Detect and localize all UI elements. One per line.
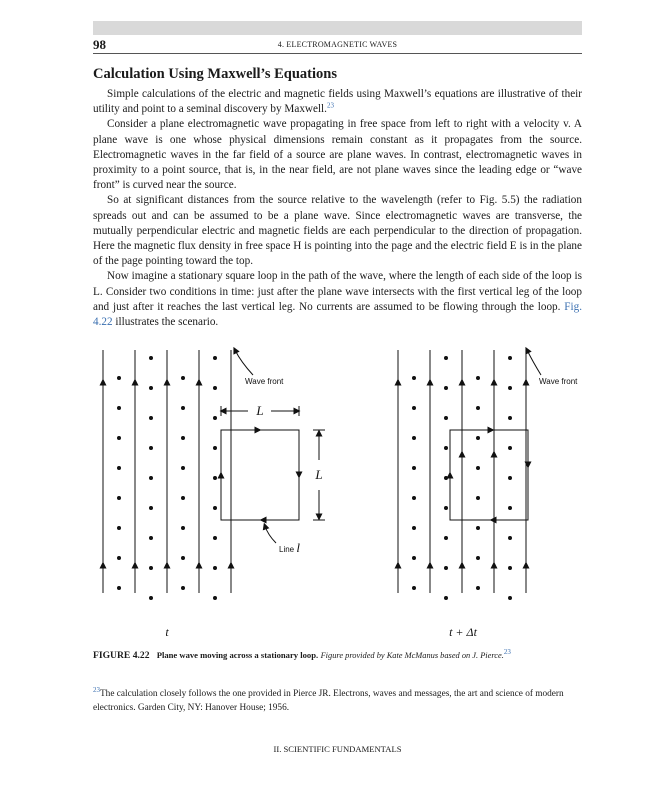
time-label-left: t	[165, 625, 169, 639]
dimension-label-top: L	[256, 403, 264, 418]
caption-credit: Figure provided by Kate McManus based on J. Pierce.	[320, 651, 504, 660]
left-panel	[103, 350, 325, 639]
caption-footnote-ref[interactable]: 23	[503, 647, 511, 656]
caption-title: Plane wave moving across a stationary loop.	[156, 650, 319, 660]
page-number: 98	[93, 37, 106, 52]
paragraph-1: Simple calculations of the electric and magnetic fields using Maxwell’s equations are illustrative of their utility and point to a seminal discovery by Maxwell.$^{23}$	[93, 88, 582, 116]
footnote-marker: 23	[93, 685, 100, 694]
header-band	[93, 21, 582, 35]
footnote	[93, 685, 582, 715]
figure-link[interactable]: Fig. 4.22	[93, 300, 582, 329]
paragraph-3: So at significant distances from the source relative to the wavelength (refer to Fig. 5.5) the radiation spreads out and can be assumed to be a plane wave. Since electromagnetic waves are transverse, the mutually perpendicular electric and magnetic fields are each perpendicular to the direction of propagation. Here the magnetic flux density in free space H is pointing into the page and the electric field E is in the plane of the page pointing toward the top.	[93, 194, 582, 268]
figure-plane-wave	[93, 330, 582, 640]
left-loop	[221, 430, 299, 520]
section-heading: Calculation Using Maxwell’s Equations	[93, 66, 337, 82]
wave-front-label-right: Wave front	[539, 377, 578, 386]
dimension-label-right: L	[315, 467, 323, 482]
footnote-ref[interactable]: 23	[326, 101, 334, 110]
caption-label: FIGURE 4.22	[93, 650, 150, 661]
paragraph-4: Now imagine a stationary square loop in the path of the wave, where the length of each side of the loop is L. Consider two conditions in time: just after the plane wave intersects with the first vertical leg of the loop and just after it reaches the last vertical leg. No currents are assumed to be flowing through the loop. Fig. 4.22 illustrates the scenario.	[93, 270, 582, 329]
wave-front-pointer-right	[527, 350, 541, 375]
wave-front-pointer	[235, 350, 253, 375]
body-text	[93, 87, 582, 330]
right-field-lines	[398, 350, 526, 593]
line-label: Line l	[279, 540, 300, 555]
page-footer: II. SCIENTIFIC FUNDAMENTALS	[273, 744, 402, 754]
wave-front-label-left: Wave front	[245, 377, 284, 386]
header-rule	[93, 53, 582, 54]
footnote-text: The calculation closely follows the one provided in Pierce JR. Electrons, waves and messages, the art and science of modern electronics. Garden City, NY: Hanover House; 1956.	[93, 689, 564, 713]
figure-caption	[93, 649, 582, 662]
right-panel	[398, 350, 578, 639]
paragraph-2: Consider a plane electromagnetic wave propagating in free space from left to right with a velocity v. A plane wave is one whose physical dimensions remain constant as it propagates from the source. Electromagnetic waves in the far field of a source are plane waves. In contrast, electromagnetic waves in proximity to a point source, that is, in the near field, are not plane waves since the leading edge or “wave front” is curved near the source.	[93, 118, 582, 192]
time-label-right: t + Δt	[449, 625, 477, 639]
line-pointer	[265, 526, 276, 543]
left-field-lines	[103, 350, 231, 593]
running-head: 4. ELECTROMAGNETIC WAVES	[277, 40, 398, 49]
